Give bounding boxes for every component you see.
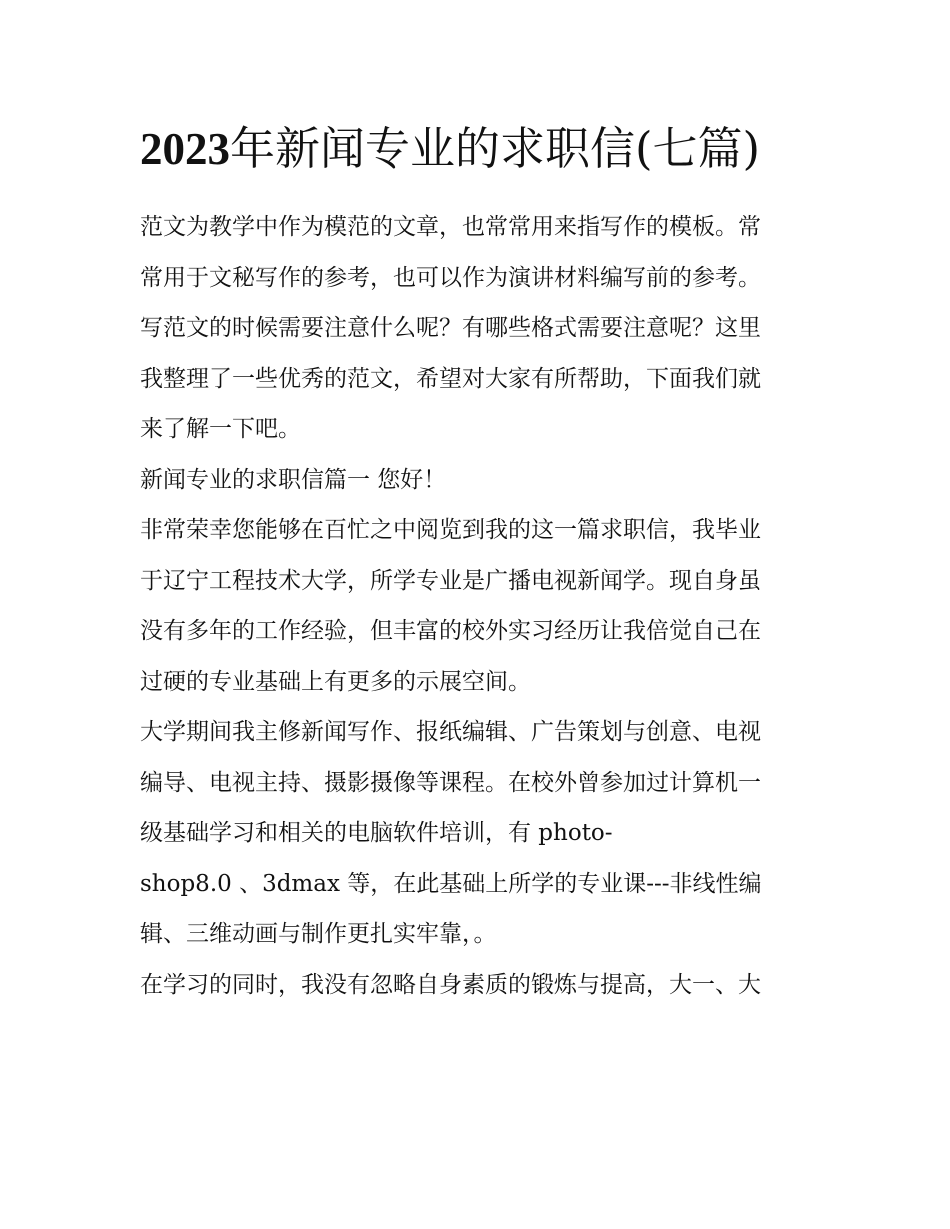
paragraph-quality (140, 960, 820, 1011)
document-body (140, 202, 820, 1010)
document-page (140, 110, 820, 1010)
text-line: 新闻专业的求职信篇一 您好！ (140, 466, 447, 493)
text-line: 于辽宁工程技术大学，所学专业是广播电视新闻学。现自身虽 (140, 567, 761, 594)
text-line: 在学习的同时，我没有忽略自身素质的锻炼与提高，大一、大 (140, 971, 761, 998)
title-text: 年新闻专业的求职信(七篇) (230, 122, 761, 175)
paragraph-intro-self (140, 505, 820, 707)
text-line: 写范文的时候需要注意什么呢？有哪些格式需要注意呢？这里 (140, 315, 761, 341)
text-line: shop8.0 、3dmax 等，在此基础上所学的专业课---非线性编 (140, 870, 762, 897)
text-line: 我整理了一些优秀的范文，希望对大家有所帮助，下面我们就 (140, 365, 761, 392)
text-line: 常用于文秘写作的参考，也可以作为演讲材料编写前的参考。 (140, 264, 761, 291)
text-line: 编导、电视主持、摄影摄像等课程。在校外曾参加过计算机一 (140, 769, 761, 796)
text-line: 过硬的专业基础上有更多的示展空间。 (140, 668, 531, 695)
text-line: 范文为教学中作为模范的文章，也常常用来指写作的模板。常 (140, 214, 761, 240)
title-year: 2023 (140, 124, 230, 174)
text-line: 辑、三维动画与制作更扎实牢靠，。 (140, 921, 497, 947)
text-line: 没有多年的工作经验，但丰富的校外实习经历让我倍觉自己在 (140, 618, 761, 644)
paragraph-intro (140, 202, 820, 455)
text-line: 大学期间我主修新闻写作、报纸编辑、广告策划与创意、电视 (140, 719, 761, 745)
text-line: 来了解一下吧。 (140, 416, 301, 442)
paragraph-greeting (140, 455, 820, 506)
document-title (140, 110, 820, 188)
text-line: 非常荣幸您能够在百忙之中阅览到我的这一篇求职信，我毕业 (140, 517, 761, 543)
paragraph-courses (140, 707, 820, 960)
text-line: 级基础学习和相关的电脑软件培训，有 photo- (140, 820, 613, 846)
